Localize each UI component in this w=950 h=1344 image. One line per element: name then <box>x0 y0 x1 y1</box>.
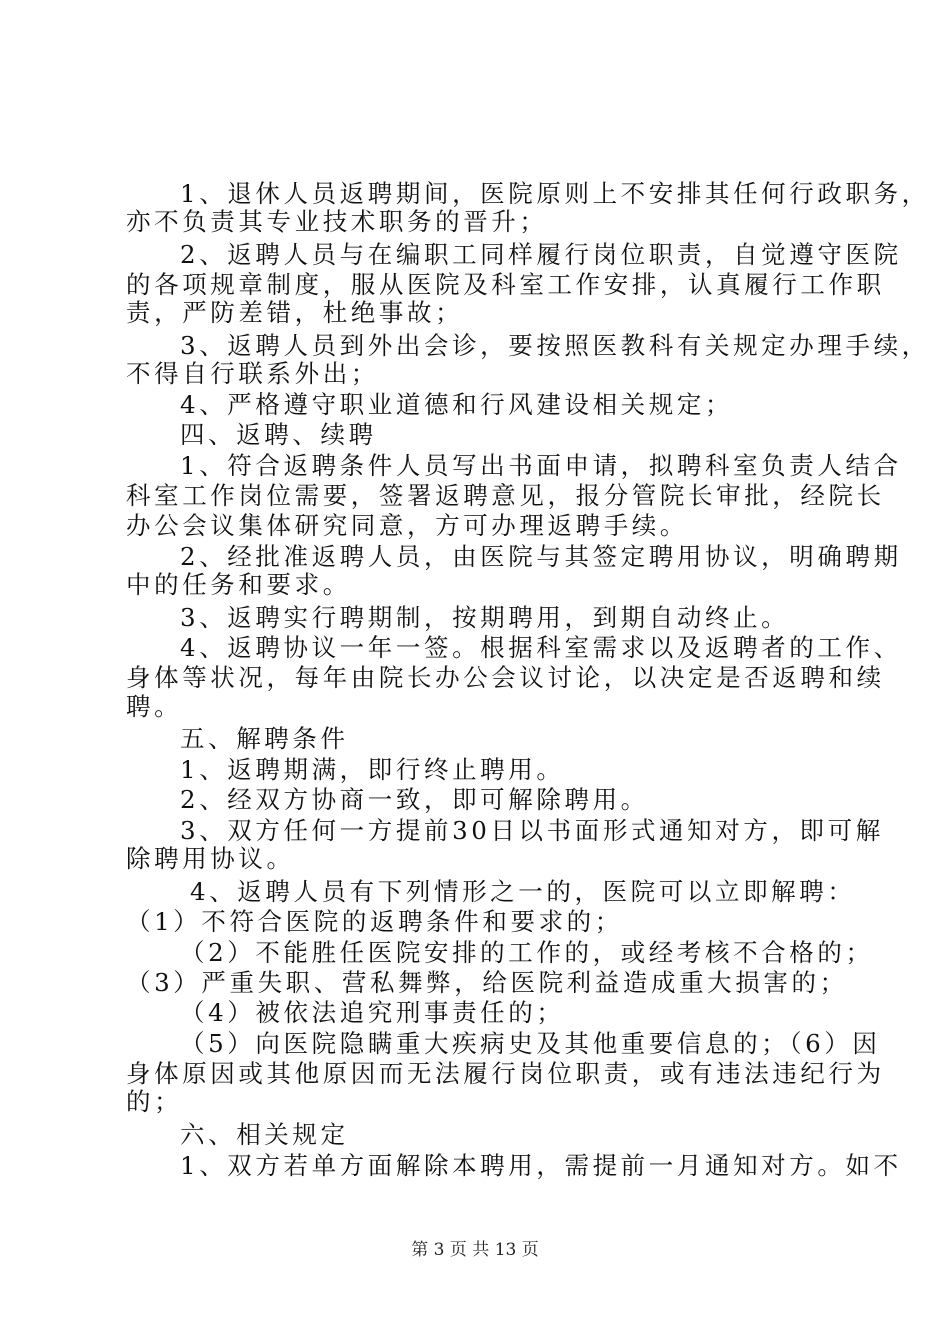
text-line: （4）被依法追究刑事责任的； <box>180 998 565 1027</box>
text-line: 中的任务和要求。 <box>126 570 351 599</box>
text-line: 4、返聘人员有下列情形之一的，医院可以立即解聘： <box>190 877 856 906</box>
text-line: 2、经批准返聘人员，由医院与其签定聘用协议，明确聘期 <box>180 542 902 571</box>
text-line: 2、经双方协商一致，即可解除聘用。 <box>180 785 649 814</box>
text-line: 1、退休人员返聘期间，医院原则上不安排其任何行政职务， <box>180 179 930 208</box>
text-line: 4、返聘协议一年一签。根据科室需求以及返聘者的工作、 <box>180 633 902 662</box>
text-line: （3）严重失职、营私舞弊，给医院利益造成重大损害的； <box>126 968 848 997</box>
text-line: 3、返聘人员到外出会诊，要按照医教科有关规定办理手续， <box>180 331 930 360</box>
text-line: （2）不能胜任医院安排的工作的，或经考核不合格的； <box>180 938 874 967</box>
page-number-footer: 第 3 页 共 13 页 <box>411 1240 539 1260</box>
text-line: 3、双方任何一方提前30日以书面形式通知对方，即可解 <box>180 816 884 845</box>
section-heading: 六、相关规定 <box>180 1120 349 1149</box>
text-line: 的各项规章制度，服从医院及科室工作安排，认真履行工作职 <box>126 270 885 299</box>
text-line: 1、符合返聘条件人员写出书面申请，拟聘科室负责人结合 <box>180 451 902 480</box>
text-line: 科室工作岗位需要，签署返聘意见，报分管院长审批，经院长 <box>126 481 885 510</box>
text-line: 的； <box>126 1087 183 1116</box>
text-line: 除聘用协议。 <box>126 844 295 873</box>
text-line: （5）向医院隐瞒重大疾病史及其他重要信息的；（6）因 <box>180 1029 881 1058</box>
text-line: （1）不符合医院的返聘条件和要求的； <box>126 907 623 936</box>
text-line: 身体原因或其他原因而无法履行岗位职责，或有违法违纪行为 <box>126 1059 885 1088</box>
section-heading: 五、解聘条件 <box>180 724 349 753</box>
text-line: 聘。 <box>126 692 183 721</box>
text-line: 办公会议集体研究同意，方可办理返聘手续。 <box>126 511 688 540</box>
text-line: 3、返聘实行聘期制，按期聘用，到期自动终止。 <box>180 603 790 632</box>
text-line: 2、返聘人员与在编职工同样履行岗位职责，自觉遵守医院 <box>180 240 902 269</box>
text-line: 不得自行联系外出； <box>126 359 379 388</box>
text-line: 身体等状况，每年由院长办公会议讨论，以决定是否返聘和续 <box>126 663 885 692</box>
text-line: 4、严格遵守职业道德和行风建设相关规定； <box>180 390 734 419</box>
text-line: 1、双方若单方面解除本聘用，需提前一月通知对方。如不 <box>180 1151 902 1180</box>
section-heading: 四、返聘、续聘 <box>180 420 377 449</box>
text-line: 亦不负责其专业技术职务的晋升； <box>126 207 548 236</box>
text-line: 责，严防差错，杜绝事故； <box>126 298 464 327</box>
text-line: 1、返聘期满，即行终止聘用。 <box>180 755 565 784</box>
